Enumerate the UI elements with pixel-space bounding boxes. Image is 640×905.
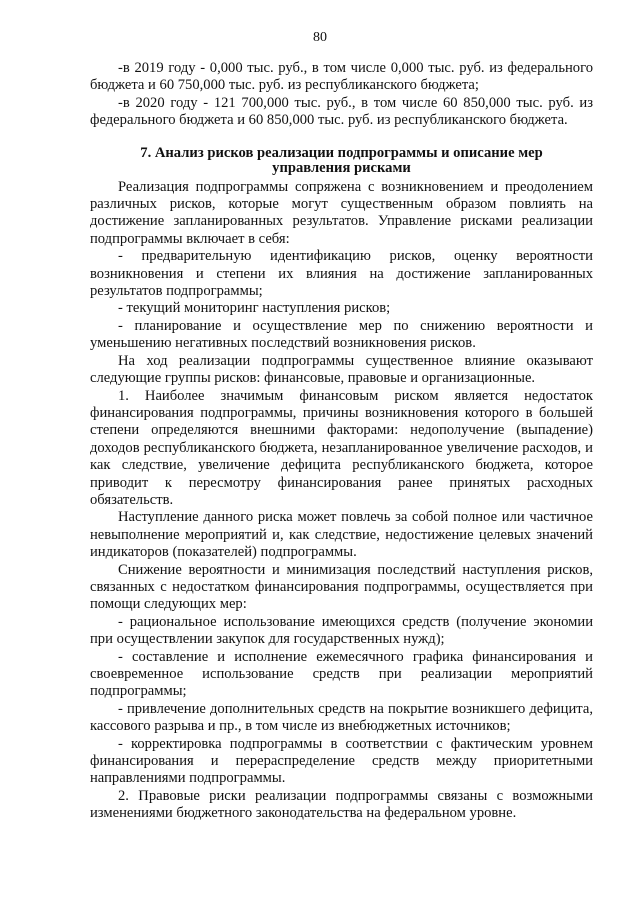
bullet-item: - рациональное использование имеющихся средств (получение экономии при осуществлении закупок для государственных нужд);	[90, 613, 593, 648]
bullet-item: - планирование и осуществление мер по снижению вероятности и уменьшению негативных последствий возникновения рисков.	[90, 317, 593, 352]
section-heading	[90, 146, 593, 176]
bullet-item: - текущий мониторинг наступления рисков;	[118, 300, 391, 317]
section-heading-line-2: управления рисками	[272, 159, 411, 176]
body-paragraph: 2. Правовые риски реализации подпрограммы связаны с возможными изменениями бюджетного законодательства на федеральном уровне.	[90, 787, 593, 822]
bullet-item: - составление и исполнение ежемесячного графика финансирования и своевременное использование средств при реализации мероприятий подпрограммы;	[90, 648, 593, 700]
bullet-item: - корректировка подпрограммы в соответствии с фактическим уровнем финансирования и перераспределение средств между приоритетными направлениями подпрограммы.	[90, 735, 593, 787]
body-paragraph: Снижение вероятности и минимизация последствий наступления рисков, связанных с недостатком финансирования подпрограммы, осуществляется при помощи следующих мер:	[90, 561, 593, 613]
bullet-item: - привлечение дополнительных средств на покрытие возникшего дефицита, кассового разрыва и пр., в том числе из внебюджетных источников;	[90, 700, 593, 735]
page-number: 80	[313, 30, 327, 45]
page-content	[90, 60, 593, 823]
section-heading-line-1: 7. Анализ рисков реализации подпрограммы и описание мер	[140, 144, 543, 161]
body-paragraph: Реализация подпрограммы сопряжена с возникновением и преодолением различных рисков, которые могут существенным образом повлиять на достижение запланированных результатов. Управление рисками реализации подпрограммы включает в себя:	[90, 178, 593, 247]
funding-2020-paragraph: -в 2020 году - 121 700,000 тыс. руб., в том числе 60 850,000 тыс. руб. из федерального бюджета и 60 850,000 тыс. руб. из республиканского бюджета.	[90, 94, 593, 129]
body-paragraph: 1. Наиболее значимым финансовым риском является недостаток финансирования подпрограммы, причины возникновения которого в большей степени определяются внешними факторами: недополучение (выпадение) доходов республиканского бюджета, незапланированное увеличение расходов, и как следствие, увеличение дефицита республиканского бюджета, которое приводит к пересмотру финансирования ранее принятых расходных обязательств.	[90, 387, 593, 508]
body-paragraph: Наступление данного риска может повлечь за собой полное или частичное невыполнение мероприятий и, как следствие, недостижение целевых значений индикаторов (показателей) подпрограммы.	[90, 509, 593, 561]
bullet-item: - предварительную идентификацию рисков, оценку вероятности возникновения и степени их влияния на достижение запланированных результатов подпрограммы;	[90, 248, 593, 300]
funding-2019-paragraph: -в 2019 году - 0,000 тыс. руб., в том числе 0,000 тыс. руб. из федерального бюджета и 60 750,000 тыс. руб. из республиканского бюджета;	[90, 60, 593, 94]
body-paragraph: На ход реализации подпрограммы существенное влияние оказывают следующие группы рисков: финансовые, правовые и организационные.	[90, 352, 593, 387]
